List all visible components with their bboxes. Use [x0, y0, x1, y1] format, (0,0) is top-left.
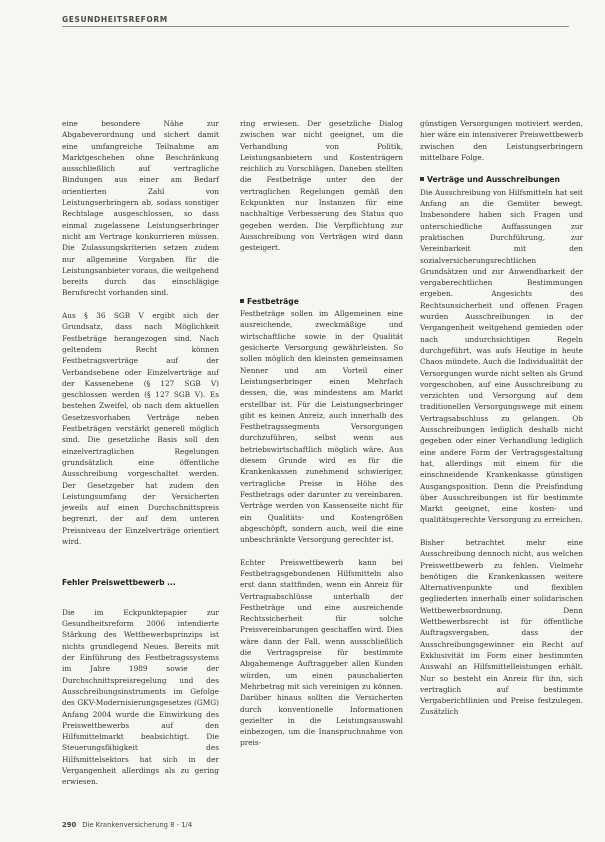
- subheading: [240, 296, 403, 307]
- paragraph: Die Ausschreibung von Hilfsmitteln hat seit Anfang an die Gemüter bewegt. Insbesondere haben sich Fragen und unterschiedliche Auffassungen zur praktischen Durchführung, zur Vereinbarkeit mit den sozialversicherungsrechtlichen Grundsätzen und zur Anwendbarkeit der vergaberechtlichen Bestimmungen ergeben. Angesichts des Rechtsunsicherheit und offenen Fragen wurden Ausschreibungen in der Vergangenheit weitgehend gemieden oder nach undurchsichtigen Regeln durchgeführt, was aufs Heutige in heute Chaos mündete. Auch die Individualität der Versorgungen wurde nicht selten als Grund vorgeschoben, auf eine Ausschreibung zu verzichten und Versorgung auf dem traditionellen Versorgungswege mit einem Vertragsabschluss zu gelangen. Ob Ausschreibungen lediglich deshalb nicht gegeben oder einer Verhandlung lediglich eine andere Form der Vertragsgestaltung hat, allerdings mit einem für die einschneidende Krankenkasse günstigen Ausgangsposition. Denn die Preisfindung über Ausschreibungen ist für bestimmte Markt geeignet, eine kosten- und qualitätsgerechte Versorgung zu erreichen.: [420, 187, 583, 525]
- paragraph: ring erwiesen. Der gesetzliche Dialog zwischen war nicht geeignet, um die Verhandlung von Politik, Leistungsanbietern und Kostenträgern reichlich zu Vorschlägen. Daneben stellten die Festbeträge unter den der vertraglichen Regelungen gemäß den Eckpunkten nur Instanzen für eine nachhaltige Verbesserung des Status quo gegeben werden. Die Verpflichtung zur Ausschreibung von Verträgen wird dann gesteigert.: [240, 119, 403, 253]
- text-column-2: [240, 118, 403, 749]
- square-bullet-icon: [420, 177, 424, 181]
- paragraph: Die im Eckpunktepapier zur Gesundheitsreform 2006 intendierte Stärkung des Wettbewerbsprinzips ist nichts grundlegend Neues. Bereits mit der Einführung des Festbetragssystems im Jahre 1989 sowie der Durchschnittspreisregelung und des Ausschreibungsinstruments im Gefolge des GKV-Modernisierungsgesetzes (GMG) Anfang 2004 wurde die Einwirkung des Preiswettbewerbs auf den Hilfsmittelmarkt beabsichtigt. Die Steuerungsfähigkeit des Hilfsmittelsektors hat sich in der Vergangenheit allerdings als zu gering erwiesen.: [62, 607, 219, 787]
- spacer: [62, 589, 219, 607]
- paragraph: Aus § 36 SGB V ergibt sich der Grundsatz, dass nach Möglichkeit Festbeträge herangezogen sind. Nach geltendem Recht können Festbetragsverträge auf der Verbandsebene oder Einzelverträge auf der Kassenebene (§ 127 SGB V) geschlossen werden (§ 127 SGB V). Es bestehen Zweifel, ob nach dem aktuellen Gesetzesvorhaben Verträge neben Festbeträgen verstärkt generell möglich sind. Die gesetzliche Basis soll den einzelvertraglichen Regelungen grundsätzlich eine öffentliche Ausschreibung vorgeschaltet werden. Der Gesetzgeber hat zudem den Leistungsumfang der Versicherten jeweils auf einen Durchschnittspreis begrenzt, der auf dem unteren Preisniveau der Einzelverträge orientiert wird.: [62, 311, 219, 546]
- subheading: Fehler Preiswettbewerb ...: [62, 577, 176, 587]
- subheading-text: Verträge und Ausschreibungen: [427, 175, 560, 185]
- page-number: 290: [62, 821, 77, 829]
- paragraph: Bisher betrachtet mehr eine Ausschreibung dennoch nicht, aus welchen Preiswettbewerb zu fehlen. Vielmehr benötigen die Krankenkassen weitere Alternativenpunkte und flexiblen gegliederten innerhalb einer solidarischen Wettbewerbsordnung. Denn Wettbewerbsrecht ist für öffentliche Auftragsvergaben, dass der Ausschreibungsgewinner ein Recht auf Exklusivität im Form einer bestimmten Auswahl an Hilfsmittelleistungen erhält. Nur so besteht ein Anreiz für ihn, sich vertraglich auf bestimmte Vergaberichtlinien und Preise festzulegen. Zusätzlich: [420, 537, 583, 717]
- paragraph: Echter Preiswettbewerb kann bei Festbetragsgebundenen Hilfsmitteln also erst dann stattfinden, wenn ein Anreiz für Vertragsabschlüsse unterhalb der Festbeträge und eine ausreichende Rechtssicherheit für solche Preisvereinbarungen geschaffen wird. Dies wäre dann der Fall, wenn ausschließlich die Vertragspreise für bestimmte Abgabemenge Auftraggeber allen Kunden würden, um einen pauschalierten Mehrbetrag mit sich vereinigen zu können. Darüber hinaus sollten die Versicherten durch konventionelle Informationen gezielter in die Leistungsauswahl einbezogen, um die Inanspruchnahme von preis-: [240, 557, 403, 748]
- paragraph: Festbeträge sollen im Allgemeinen eine ausreichende, zweckmäßige und wirtschaftliche sowie in der Qualität gesicherte Versorgung gewährleisten. So sollen möglich den kleinsten gemeinsamen Nenner und am Vorteil einer Leistungserbringer einen Mehrfach dessen, die, was mindestens am Markt erstellbar ist. Für die Leistungserbringer gibt es keinen Anreiz, auch innerhalb des Festbetragssegments Versorgungen durchzuführen, selbst wenn aus betriebswirtschaftlich möglich wäre. Aus diesem Grunde wird es für die Krankenkassen zunehmend schwieriger, vertragliche Preise in Höhe des Festbetrags oder darunter zu vereinbaren. Verträge werden von Kassenseite nicht für ein Qualitäts- und Kostengrößen abgeschöpft, sondern auch, weil die eine unbeschränkte Versorgung gerechter ist.: [240, 309, 403, 545]
- running-head: GESUNDHEITSREFORM: [62, 15, 168, 24]
- text-column-1: [62, 118, 219, 788]
- text-column-3: [420, 118, 583, 718]
- spacer: [62, 559, 219, 577]
- subheading: [420, 174, 583, 185]
- page-footer: [62, 821, 192, 829]
- subheading-text: Festbeträge: [247, 296, 299, 306]
- journal-name: Die Krankenversicherung 8 - 1/4: [82, 821, 193, 829]
- square-bullet-icon: [240, 299, 244, 303]
- paragraph: günstigen Versorgungen motiviert werden, hier wäre ein intensiverer Preiswettbewerb zwischen den Leistungserbringern mittelbare Folge.: [420, 119, 583, 162]
- header-rule: [62, 26, 569, 27]
- paragraph: eine besondere Nähe zur Abgabeverordnung und sichert damit eine umfangreiche Teilnahme am Marktgeschehen ohne Beschränkung ausschließlich auf vertragliche Bindungen aus einer am Bedarf orientierten Zahl von Leistungserbringern ab, sodass sonstiger Rechtslage ausgeschlossen, so dass einmal zugelassene Leistungserbringer nicht am Vertrage konkurrieren müssen. Die Zulassungskriterien setzen zudem nur allgemeine Vorgaben für die Leistungsanbieter voraus, die weitgehend bereits durch das einschlägige Berufsrecht vorhanden sind.: [62, 119, 219, 298]
- spacer: [240, 265, 403, 296]
